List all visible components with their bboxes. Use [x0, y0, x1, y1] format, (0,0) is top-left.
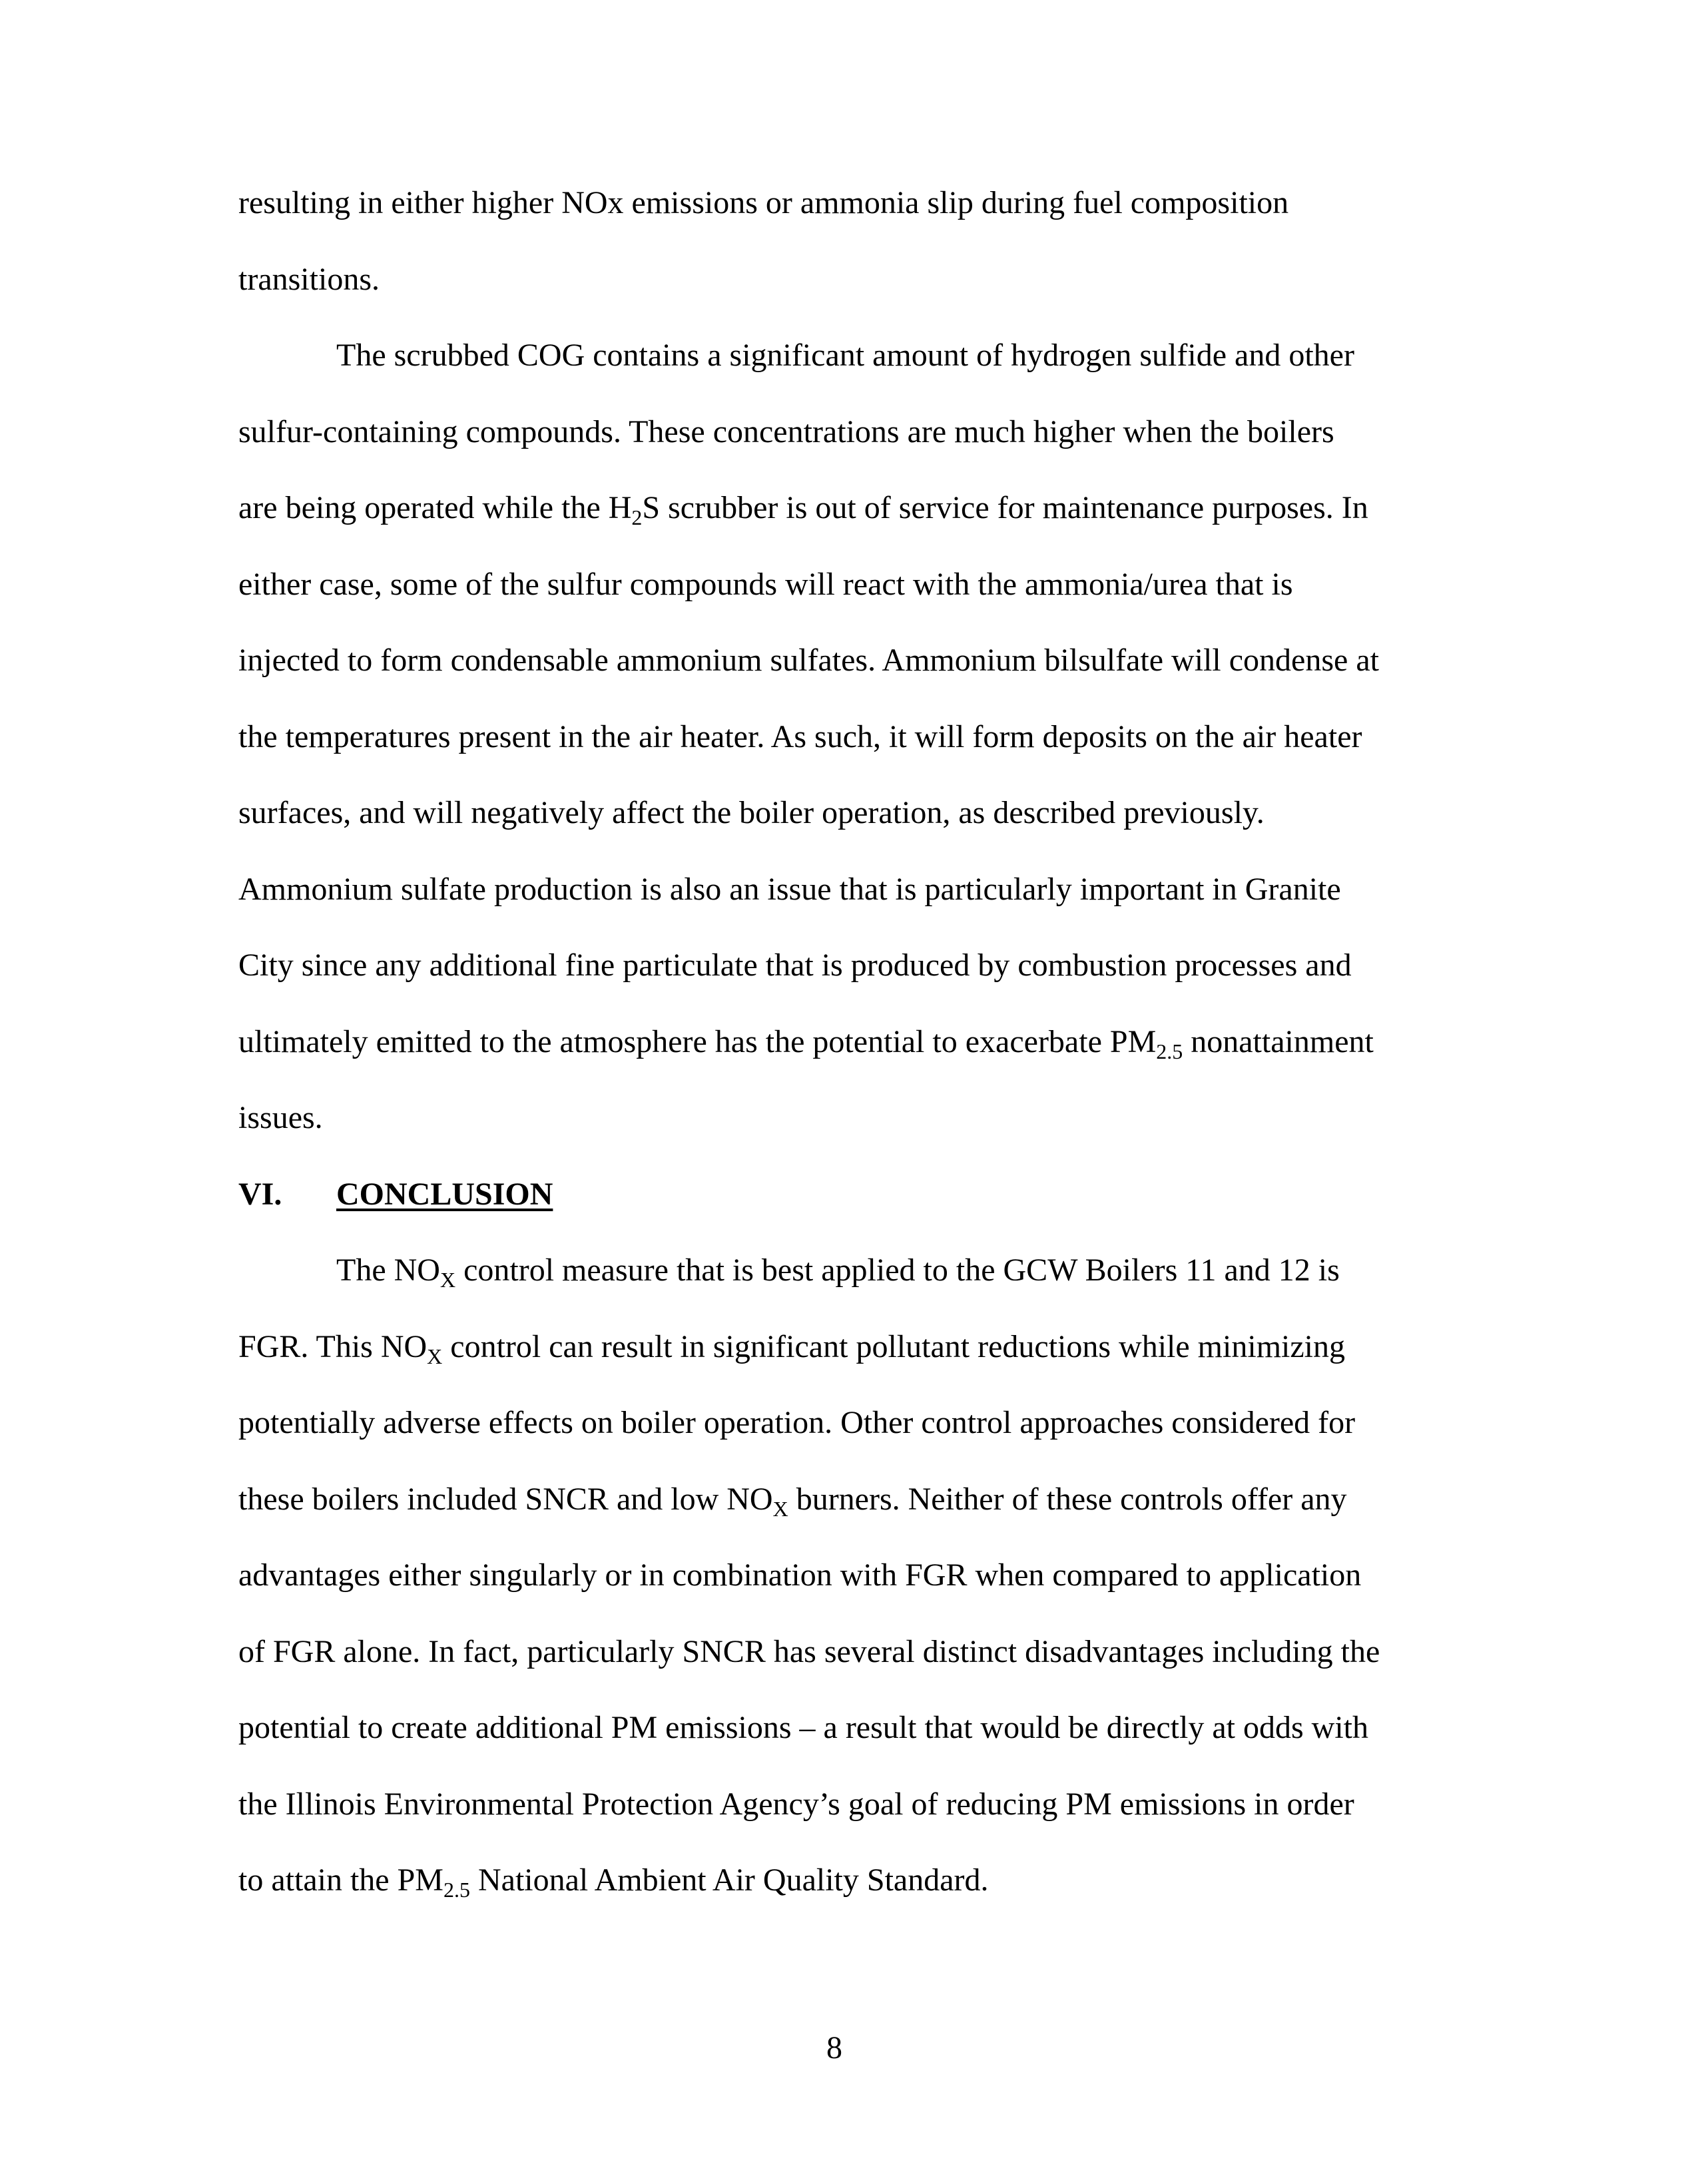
subscript: 2.5 [1156, 1039, 1183, 1063]
text-line [238, 1632, 1380, 1672]
text-line [238, 870, 1341, 910]
text-segment: Ammonium sulfate production is also an issue that is particularly important in Granite [238, 871, 1341, 907]
text-line [336, 336, 1354, 376]
subscript: 2.5 [443, 1878, 470, 1902]
text-segment: nonattainment [1183, 1023, 1374, 1059]
text-segment: burners. Neither of these controls offer any [788, 1481, 1347, 1517]
text-line [238, 183, 1288, 223]
text-line [238, 565, 1293, 605]
text-segment: transitions. [238, 261, 380, 297]
text-segment: these boilers included SNCR and low NO [238, 1481, 773, 1517]
text-segment: The scrubbed COG contains a significant amount of hydrogen sulfide and other [336, 338, 1354, 373]
text-segment: the Illinois Environmental Protection Agency’s goal of reducing PM emissions in order [238, 1786, 1354, 1822]
text-segment: control measure that is best applied to the GCW Boilers 11 and 12 is [455, 1252, 1340, 1288]
text-line [238, 1555, 1361, 1595]
text-line [238, 717, 1362, 757]
text-line [238, 1784, 1354, 1824]
text-segment: resulting in either higher NOx emissions or ammonia slip during fuel composition [238, 185, 1289, 220]
text-line [238, 946, 1352, 985]
text-segment: to attain the PM [238, 1862, 443, 1898]
subscript: 2 [631, 505, 643, 529]
text-line [238, 1480, 1347, 1519]
text-line [238, 260, 380, 300]
text-segment: sulfur-containing compounds. These concentrations are much higher when the boilers [238, 413, 1334, 449]
page-number: 8 [826, 2030, 842, 2065]
text-segment: potentially adverse effects on boiler operation. Other control approaches considered for [238, 1405, 1356, 1440]
section-title: CONCLUSION [336, 1176, 553, 1212]
subscript: X [439, 1268, 456, 1292]
text-segment: FGR. This NO [238, 1328, 427, 1364]
subscript: X [427, 1344, 443, 1368]
text-line [238, 1403, 1355, 1443]
text-line [238, 1022, 1374, 1062]
text-segment: ultimately emitted to the atmosphere has the potential to exacerbate PM [238, 1023, 1157, 1059]
text-line [238, 1860, 989, 1900]
text-line [238, 1327, 1345, 1367]
text-line [238, 1098, 323, 1138]
text-segment: S scrubber is out of service for maintenance purposes. In [642, 490, 1368, 525]
subscript: X [772, 1496, 788, 1521]
text-segment: issues. [238, 1100, 323, 1135]
text-line [238, 793, 1265, 833]
text-segment: either case, some of the sulfur compounds will react with the ammonia/urea that is [238, 566, 1293, 602]
text-line [238, 1708, 1368, 1748]
text-segment: surfaces, and will negatively affect the boiler operation, as described previously. [238, 795, 1265, 830]
text-segment: of FGR alone. In fact, particularly SNCR has several distinct disadvantages including the [238, 1633, 1380, 1669]
text-line [238, 488, 1368, 528]
text-segment: injected to form condensable ammonium sulfates. Ammonium bilsulfate will condense at [238, 643, 1379, 678]
text-segment: advantages either singularly or in combination with FGR when compared to application [238, 1557, 1362, 1593]
text-segment: National Ambient Air Quality Standard. [469, 1862, 989, 1898]
text-segment: control can result in significant pollutant reductions while minimizing [442, 1328, 1345, 1364]
text-segment: City since any additional fine particulate that is produced by combustion processes and [238, 948, 1352, 983]
text-segment: The NO [336, 1252, 440, 1288]
section-number: VI. [238, 1176, 282, 1212]
text-segment: the temperatures present in the air heater. As such, it will form deposits on the air heater [238, 718, 1362, 754]
text-segment: are being operated while the H [238, 490, 632, 525]
text-line [238, 412, 1334, 452]
text-segment: potential to create additional PM emissions – a result that would be directly at odds with [238, 1710, 1368, 1745]
text-line [238, 641, 1379, 681]
text-line [336, 1250, 1340, 1290]
